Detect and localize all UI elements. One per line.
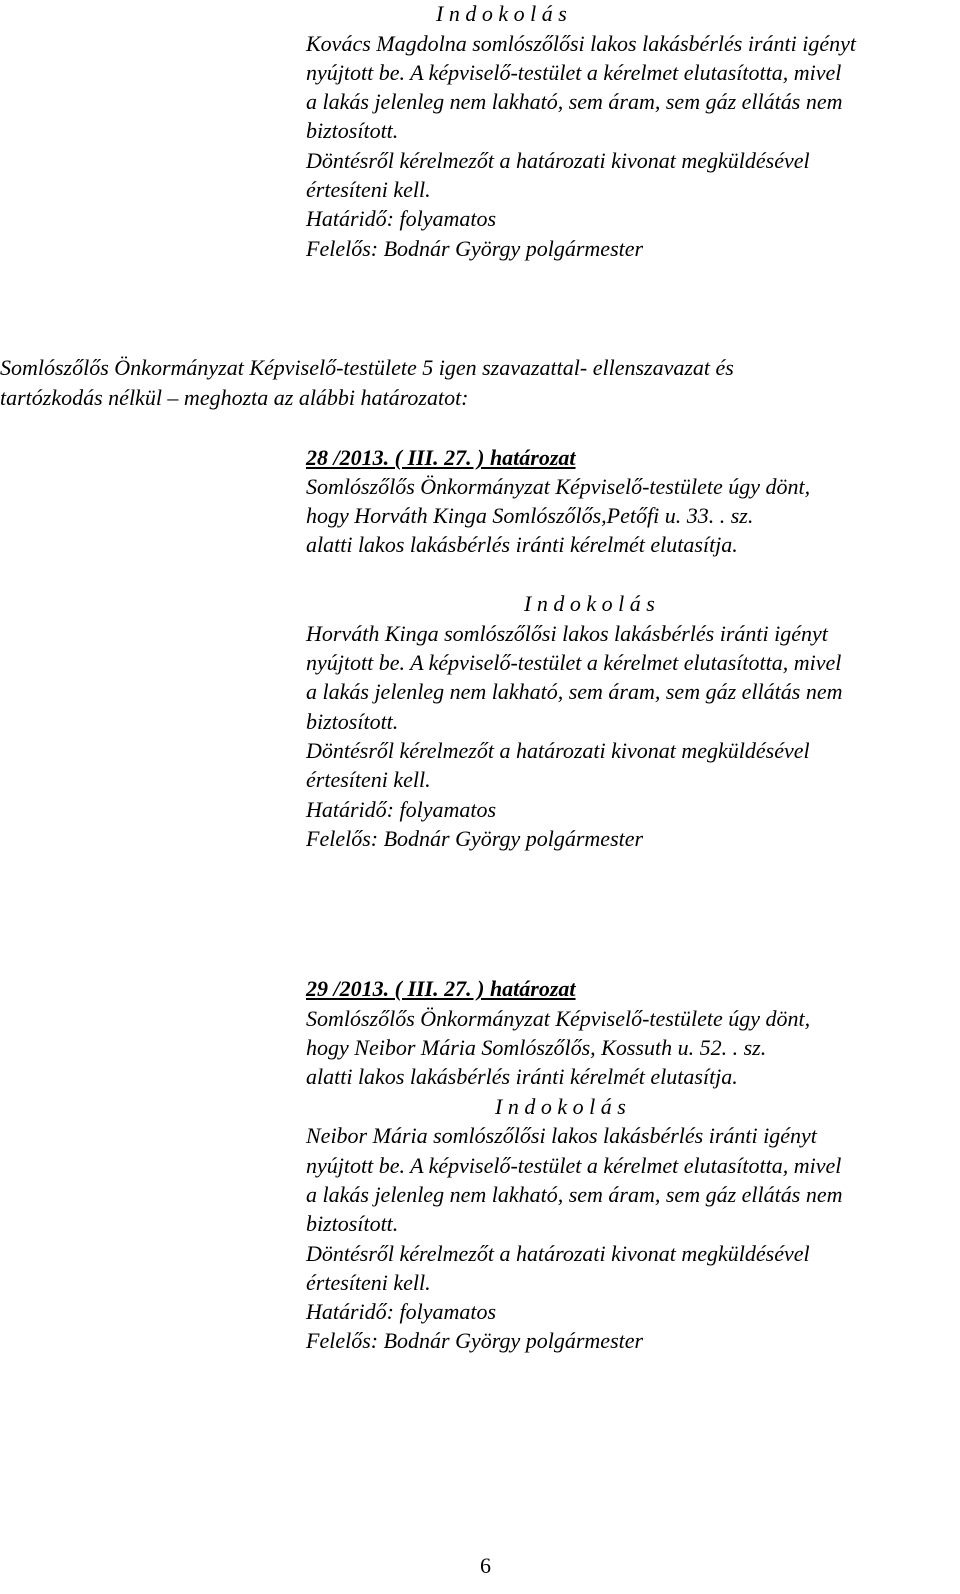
resolution-28-line-2: hogy Horváth Kinga Somlószőlős,Petőfi u. 33. . sz. [306,503,754,528]
resolution-29-line-2: hogy Neibor Mária Somlószőlős, Kossuth u. 52. . sz. [306,1035,767,1060]
indoklas-1-line-4: biztosított. [306,118,399,143]
indoklas-28-line-1: Horváth Kinga somlószőlősi lakos lakásbérlés iránti igényt [306,621,828,646]
indoklas-28-line-7: Határidő: folyamatos [306,797,497,822]
indoklas-1-line-7: Határidő: folyamatos [306,206,497,231]
indoklas-title-29: I n d o k o l á s [495,1094,626,1119]
indoklas-29-line-4: biztosított. [306,1211,399,1236]
indoklas-title-28: I n d o k o l á s [524,591,655,616]
indoklas-29-line-2: nyújtott be. A képviselő-testület a kérelmet elutasította, mivel [306,1153,842,1178]
indoklas-28-line-3: a lakás jelenleg nem lakható, sem áram, sem gáz ellátás nem [306,679,843,704]
indoklas-29-line-6: értesíteni kell. [306,1270,431,1295]
indoklas-28-line-5: Döntésről kérelmezőt a határozati kivonat megküldésével [306,738,810,763]
indoklas-1-line-8: Felelős: Bodnár György polgármester [306,236,644,261]
resolution-28-line-1: Somlószőlős Önkormányzat Képviselő-testülete úgy dönt, [306,474,811,499]
page-number: 6 [480,1553,491,1578]
indoklas-28-line-6: értesíteni kell. [306,767,431,792]
resolution-29-heading: 29 /2013. ( III. 27. ) határozat [306,976,576,1001]
indoklas-29-line-1: Neibor Mária somlószőlősi lakos lakásbérlés iránti igényt [306,1123,817,1148]
indoklas-1-line-2: nyújtott be. A képviselő-testület a kérelmet elutasította, mivel [306,60,842,85]
indoklas-1-line-3: a lakás jelenleg nem lakható, sem áram, sem gáz ellátás nem [306,89,843,114]
indoklas-29-line-5: Döntésről kérelmezőt a határozati kivonat megküldésével [306,1241,810,1266]
resolution-29-line-3: alatti lakos lakásbérlés iránti kérelmét elutasítja. [306,1064,738,1089]
resolution-28-line-3: alatti lakos lakásbérlés iránti kérelmét elutasítja. [306,532,738,557]
indoklas-1-line-1: Kovács Magdolna somlószőlősi lakos lakásbérlés iránti igényt [306,31,856,56]
indoklas-28-line-8: Felelős: Bodnár György polgármester [306,826,644,851]
indoklas-title-1: I n d o k o l á s [436,1,567,26]
indoklas-29-line-3: a lakás jelenleg nem lakható, sem áram, sem gáz ellátás nem [306,1182,843,1207]
indoklas-28-line-4: biztosított. [306,709,399,734]
indoklas-29-line-7: Határidő: folyamatos [306,1299,497,1324]
vote-statement-line-1: Somlószőlős Önkormányzat Képviselő-testülete 5 igen szavazattal- ellenszavazat és [0,355,734,380]
resolution-28-heading: 28 /2013. ( III. 27. ) határozat [306,445,576,470]
indoklas-29-line-8: Felelős: Bodnár György polgármester [306,1328,644,1353]
indoklas-28-line-2: nyújtott be. A képviselő-testület a kérelmet elutasította, mivel [306,650,842,675]
vote-statement-line-2: tartózkodás nélkül – meghozta az alábbi határozatot: [0,385,469,410]
indoklas-1-line-6: értesíteni kell. [306,177,431,202]
resolution-29-line-1: Somlószőlős Önkormányzat Képviselő-testülete úgy dönt, [306,1006,811,1031]
indoklas-1-line-5: Döntésről kérelmezőt a határozati kivonat megküldésével [306,148,810,173]
